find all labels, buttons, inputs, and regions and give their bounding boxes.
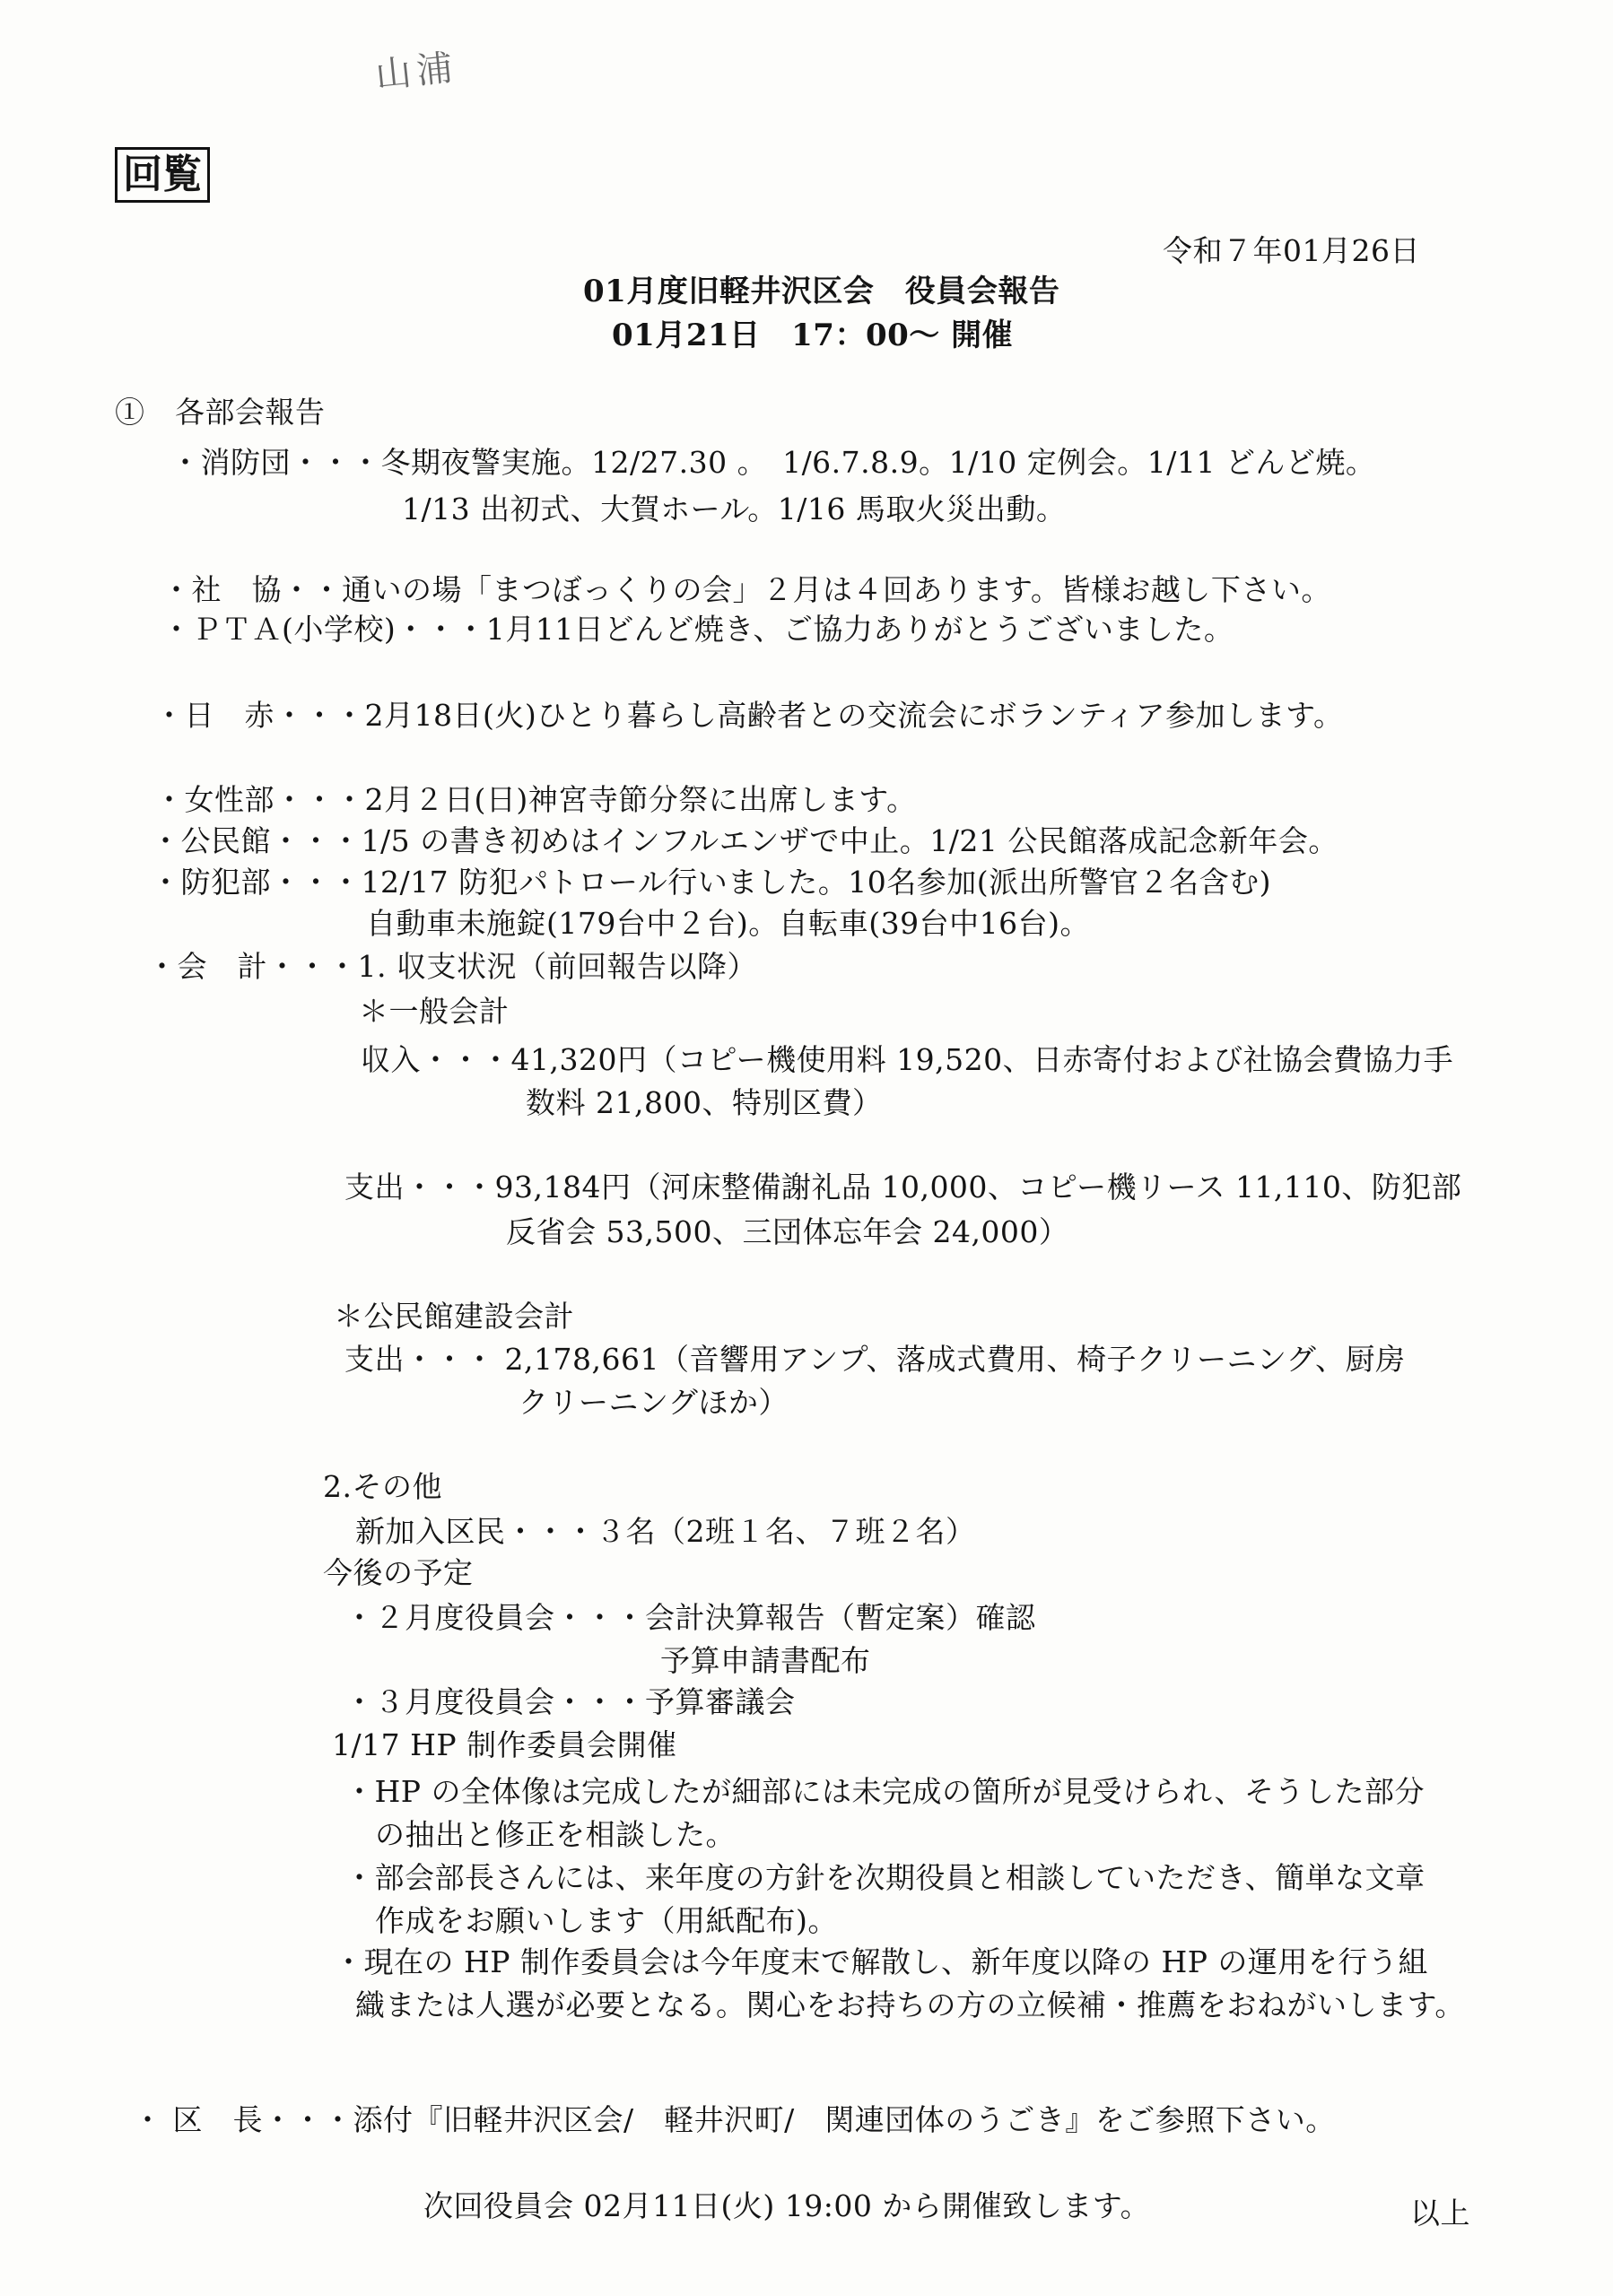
feb-meeting-line-2: 予算申請書配布 [660,1643,871,1678]
kominkan-line: ・公民館・・・1/5 の書き初めはインフルエンザで中止。1/21 公民館落成記念新年会。 [151,823,1338,858]
shakyo-line: ・社 協・・通いの場「まつぼっくりの会」２月は４回あります。皆様お越し下さい。 [161,572,1331,607]
kairan-box: 回覧 [115,147,210,203]
ijo-closing: 以上 [1410,2196,1470,2231]
next-meeting-line: 次回役員会 02月11日(火) 19:00 から開催致します。 [423,2188,1151,2223]
hp-item-2a: ・部会部長さんには、来年度の方針を次期役員と相談していただき、簡単な文章 [344,1860,1426,1895]
stamp-mark: 山浦 [373,47,460,97]
hp-item-2b: 作成をお願いします（用紙配布)。 [375,1903,838,1938]
hp-item-1b: の抽出と修正を相談した。 [375,1817,736,1852]
feb-meeting-line-1: ・２月度役員会・・・会計決算報告（暫定案）確認 [344,1600,1036,1635]
kongo-heading: 今後の予定 [323,1555,474,1590]
pta-line: ・ＰＴＡ(小学校)・・・1月11日どんど焼き、ご協力ありがとうございました。 [161,612,1234,647]
bohanbu-line-1: ・防犯部・・・12/17 防犯パトロール行いました。10名参加(派出所警官２名含む) [151,865,1272,900]
kaikei-line: ・会 計・・・1. 収支状況（前回報告以降） [147,949,757,984]
report-title: 01月度旧軽井沢区会 役員会報告 [583,274,1060,309]
shishutsu-line-1: 支出・・・93,184円（河床整備謝礼品 10,000、コピー機リース 11,110、防犯部 [344,1170,1462,1205]
mar-meeting-line: ・３月度役員会・・・予算審議会 [344,1684,796,1719]
shunyu-line-1: 収入・・・41,320円（コピー機使用料 19,520、日赤寄付および社協会費協力手 [361,1042,1454,1077]
shunyu-line-2: 数料 21,800、特別区費） [526,1085,883,1120]
hp-item-1a: ・HP の全体像は完成したが細部には未完成の箇所が見受けられ、そうした部分 [344,1774,1425,1809]
hp-item-3b: 織または人選が必要となる。関心をお持ちの方の立候補・推薦をおねがいします。 [355,1987,1465,2022]
kucho-line: ・ 区 長・・・添付『旧軽井沢区会/ 軽井沢町/ 関連団体のうごき』をご参照下さい。 [133,2102,1336,2137]
hp-committee-heading: 1/17 HP 制作委員会開催 [332,1727,677,1762]
shobodan-line-2: 1/13 出初式、大賀ホール。1/16 馬取火災出動。 [402,491,1067,526]
kensetsu-line-2: クリーニングほか） [519,1385,789,1420]
hp-item-3a: ・現在の HP 制作委員会は今年度末で解散し、新年度以降の HP の運用を行う組 [334,1944,1428,1979]
report-subtitle: 01月21日 17：00～ 開催 [612,317,1014,353]
ippan-kaikei: ＊一般会計 [359,994,510,1029]
kominkan-kensetsu-kaikei: ＊公民館建設会計 [334,1299,574,1334]
shishutsu-line-2: 反省会 53,500、三団体忘年会 24,000） [506,1214,1069,1249]
shobodan-line-1: ・消防団・・・冬期夜警実施。12/27.30 。 1/6.7.8.9。1/10 定例会。1/11 どんど焼。 [170,445,1376,480]
report-date: 令和７年01月26日 [1163,233,1420,268]
sonota-heading: 2.その他 [323,1469,442,1504]
kensetsu-line-1: 支出・・・ 2,178,661（音響用アンプ、落成式費用、椅子クリーニング、厨房 [344,1342,1406,1377]
nisseki-line: ・日 赤・・・2月18日(火)ひとり暮らし高齢者との交流会にボランティア参加します。 [154,698,1344,733]
bohanbu-line-2: 自動車未施錠(179台中２台)。自転車(39台中16台)。 [366,906,1090,941]
shinkanyu-line: 新加入区民・・・３名（2班１名、７班２名） [355,1514,976,1549]
joseibu-line: ・女性部・・・2月２日(日)神宮寺節分祭に出席します。 [154,782,917,817]
section-heading: ① 各部会報告 [115,395,326,430]
